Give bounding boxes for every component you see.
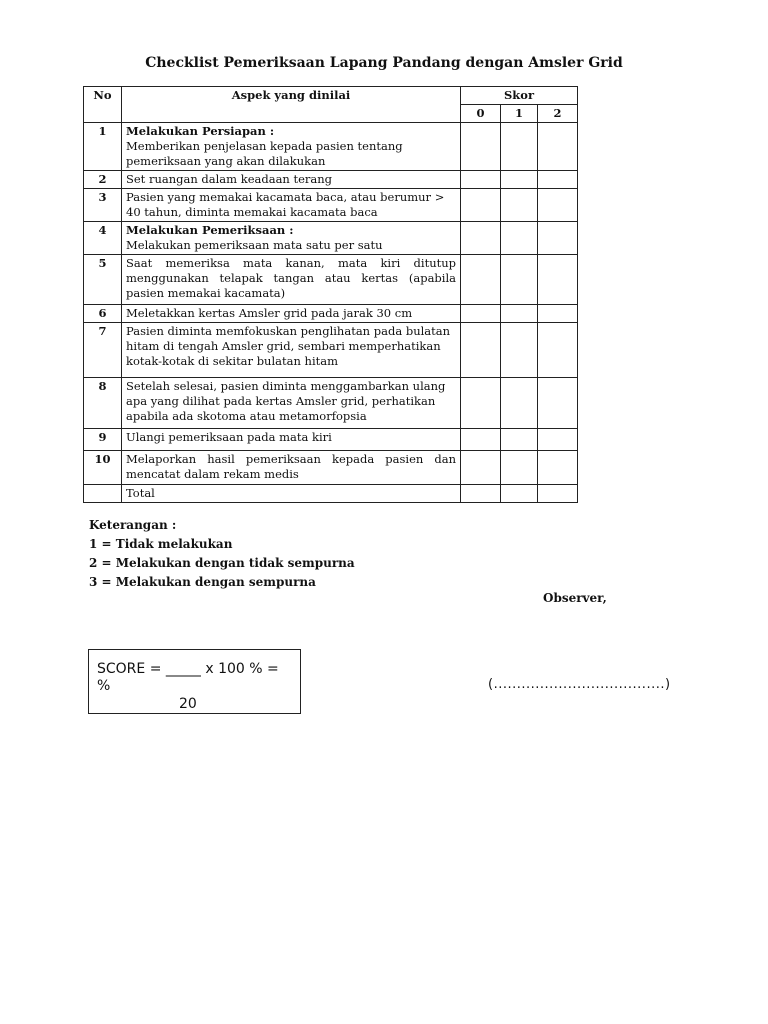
table-row [84, 189, 578, 222]
table-row [84, 429, 578, 451]
row-aspect [122, 222, 461, 255]
row-text: Meletakkan kertas Amsler grid pada jarak 30 cm [122, 305, 461, 323]
score-cell-2[interactable] [538, 189, 578, 222]
score-box [88, 649, 301, 714]
observer-label: Observer, [543, 591, 607, 605]
table-row [84, 222, 578, 255]
score-cell-0[interactable] [461, 378, 501, 429]
header-score-2: 2 [538, 105, 578, 123]
score-cell-1[interactable] [501, 451, 538, 485]
row-number: 2 [84, 171, 122, 189]
row-aspect [122, 123, 461, 171]
score-cell-1[interactable] [501, 378, 538, 429]
total-row [84, 485, 578, 503]
legend-item: 2 = Melakukan dengan tidak sempurna [89, 556, 355, 570]
score-cell-1[interactable] [501, 222, 538, 255]
score-cell-0[interactable] [461, 123, 501, 171]
score-cell-0[interactable] [461, 255, 501, 305]
score-cell-1[interactable] [501, 323, 538, 378]
total-score-0[interactable] [461, 485, 501, 503]
legend [89, 516, 355, 592]
row-number: 10 [84, 451, 122, 485]
row-number: 3 [84, 189, 122, 222]
score-cell-2[interactable] [538, 123, 578, 171]
row-number: 1 [84, 123, 122, 171]
score-cell-1[interactable] [501, 189, 538, 222]
row-number: 5 [84, 255, 122, 305]
legend-item: 1 = Tidak melakukan [89, 537, 233, 551]
row-text: Ulangi pemeriksaan pada mata kiri [122, 429, 461, 451]
signature-placeholder: (.....................................) [488, 677, 671, 692]
score-cell-1[interactable] [501, 123, 538, 171]
score-cell-2[interactable] [538, 171, 578, 189]
row-number: 6 [84, 305, 122, 323]
legend-item: 3 = Melakukan dengan sempurna [89, 575, 316, 589]
score-cell-2[interactable] [538, 305, 578, 323]
score-cell-0[interactable] [461, 171, 501, 189]
total-label: Total [122, 485, 461, 503]
score-cell-0[interactable] [461, 323, 501, 378]
score-cell-2[interactable] [538, 323, 578, 378]
table-row [84, 323, 578, 378]
row-text: Melaporkan hasil pemeriksaan kepada pasien dan mencatat dalam rekam medis [122, 451, 461, 485]
header-aspect: Aspek yang dinilai [122, 87, 461, 123]
table-header-row [84, 87, 578, 105]
score-cell-0[interactable] [461, 305, 501, 323]
row-text: Saat memeriksa mata kanan, mata kiri ditutup menggunakan telapak tangan atau kertas (apabila pasien memakai kacamata) [122, 255, 461, 305]
legend-title: Keterangan : [89, 518, 177, 532]
score-cell-0[interactable] [461, 429, 501, 451]
total-score-1[interactable] [501, 485, 538, 503]
row-text: Melakukan pemeriksaan mata satu per satu [126, 238, 383, 252]
row-heading: Melakukan Pemeriksaan : [126, 223, 294, 237]
row-text: Set ruangan dalam keadaan terang [122, 171, 461, 189]
total-no-cell [84, 485, 122, 503]
table-row [84, 451, 578, 485]
score-cell-2[interactable] [538, 222, 578, 255]
checklist-table [83, 86, 578, 503]
row-number: 7 [84, 323, 122, 378]
score-cell-2[interactable] [538, 255, 578, 305]
row-text: Setelah selesai, pasien diminta menggambarkan ulang apa yang dilihat pada kertas Amsler grid, perhatikan apabila ada skotoma atau metamorfopsia [122, 378, 461, 429]
score-cell-0[interactable] [461, 451, 501, 485]
row-text: Memberikan penjelasan kepada pasien tentang pemeriksaan yang akan dilakukan [126, 139, 403, 168]
row-number: 9 [84, 429, 122, 451]
score-cell-1[interactable] [501, 255, 538, 305]
score-cell-2[interactable] [538, 451, 578, 485]
row-heading: Melakukan Persiapan : [126, 124, 275, 138]
table-row [84, 255, 578, 305]
total-score-2[interactable] [538, 485, 578, 503]
table-row [84, 171, 578, 189]
header-score-1: 1 [501, 105, 538, 123]
score-formula: SCORE = _____ x 100 % = % [97, 661, 279, 694]
score-cell-2[interactable] [538, 429, 578, 451]
header-score-0: 0 [461, 105, 501, 123]
score-cell-1[interactable] [501, 429, 538, 451]
score-cell-2[interactable] [538, 378, 578, 429]
row-text: Pasien diminta memfokuskan penglihatan pada bulatan hitam di tengah Amsler grid, sembari memperhatikan kotak-kotak di sekitar bulatan hitam [122, 323, 461, 378]
header-score: Skor [461, 87, 578, 105]
page-title: Checklist Pemeriksaan Lapang Pandang dengan Amsler Grid [145, 55, 623, 71]
score-denominator: 20 [179, 696, 197, 712]
table-row [84, 378, 578, 429]
score-cell-1[interactable] [501, 171, 538, 189]
row-number: 4 [84, 222, 122, 255]
header-no: No [84, 87, 122, 123]
table-row [84, 123, 578, 171]
score-cell-0[interactable] [461, 222, 501, 255]
score-cell-1[interactable] [501, 305, 538, 323]
score-cell-0[interactable] [461, 189, 501, 222]
row-number: 8 [84, 378, 122, 429]
table-row [84, 305, 578, 323]
row-text: Pasien yang memakai kacamata baca, atau berumur > 40 tahun, diminta memakai kacamata baca [122, 189, 461, 222]
